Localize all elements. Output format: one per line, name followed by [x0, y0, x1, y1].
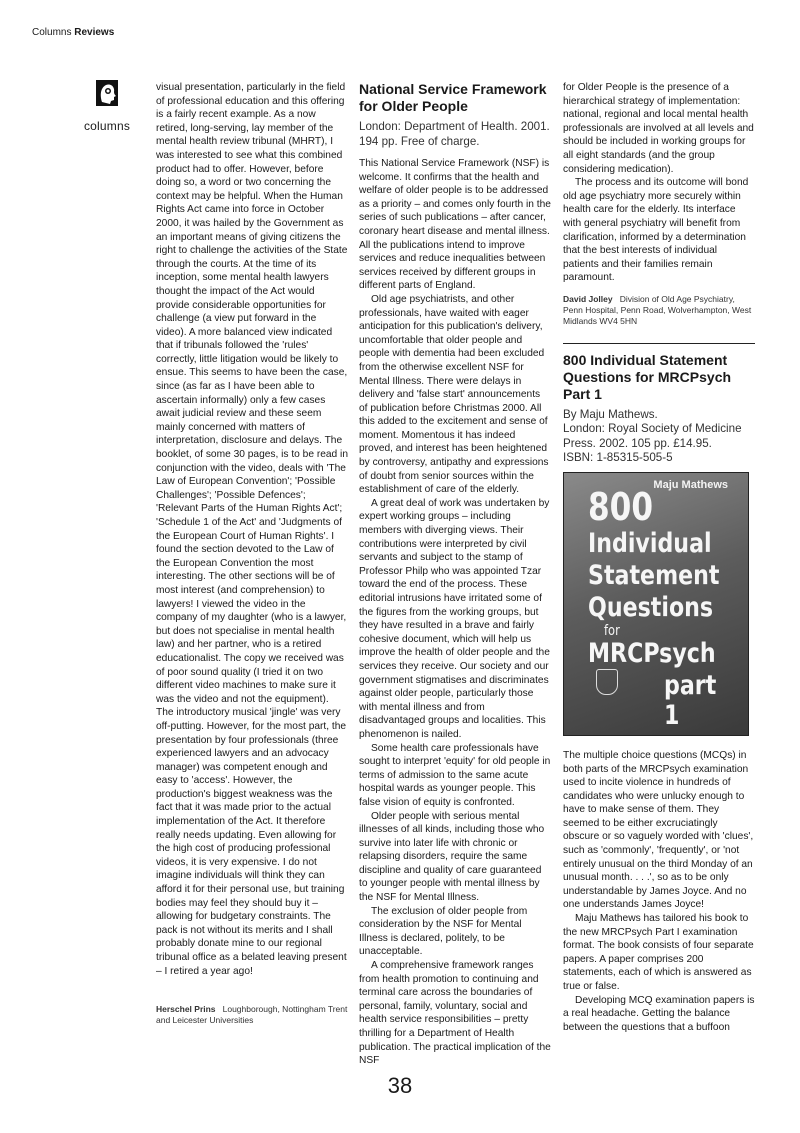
review2-title: National Service Framework for Older People [359, 81, 547, 114]
cover-line: for [604, 622, 620, 639]
running-head-title: Reviews [74, 27, 115, 38]
review2-reviewer-name: David Jolley [563, 293, 613, 304]
review1-paragraph: visual presentation, particularly in the field of professional education and this offering is a fairly recent example. As a now retired, long-serving, lay member of the mental health review tribunal (MHRT), I was interested to see what this combined product had to offer. However, before doing so, a word or two concerning the context may be helpful. When the Human Rights Act came into force in October 2000, it was hailed by the Government as an important means of giving citizens the right to challenge the activities of the State through the courts. At the time of its inception, some mental health lawyers thought the impact of the Act would provide considerable opportunities for challenge (a view put forward in the video). A more balanced view indicated that if tribunals followed the 'rules' correctly, little litigation would be likely to ensue. This seems to have been the case, since (as far as I have been able to ascertain informally) only a few cases await judicial review and these seem mainly concerned with matters of interpretation, disclosure and delays. The booklet, of some 30 pages, is to be read in conjunction with the video, deals with 'The Law of European Convention'; 'Possible Challenges'; 'Possible Defences'; 'Relevant Parts of the Human Rights Act'; 'Schedule 1 of the Act' and 'Judgments of the European Court of Human Rights'. I found the section devoted to the Law of the European Convention the most interesting. The other sections will be of most interest (and comprehension) to lawyers! I viewed the video in the company of my daughter (who is a lawyer, but does not specialise in mental health law) and her partner, who is a retired educationalist. The copy we received was of poor sound quality (I tried it on two different video machines to make sure it was the video and not the equipment). The introductory musical 'jingle' was very off-putting. However, for the most part, the presentation by four professionals (three experienced lawyers and an advocacy manager) was competent enough and easy to 'access'. However, the production's biggest weakness was the fact that it was made prior to the actual implementation of the Act. It therefore really needs updating. Even allowing for the high cost of producing professional videos, it is very expensive. I do not imagine individuals will think they can afford it for their personal use, but training bodies may feel they should buy it – allowing for budgetary constraints. The pack is not without its merits and I shall probably donate mine to our regional tribunal office as a belated leaving present – I retired a year ago! [156, 82, 348, 977]
review2-signature [563, 294, 755, 327]
page-number: 38 [387, 1073, 413, 1098]
review2-paragraph: for Older People is the presence of a hierarchical strategy of implementation: national, regional and local mental health professionals are involved at all levels and should be included in working groups for all eight standards (and the group considering medication). [563, 82, 754, 175]
logo-word: columns [83, 119, 131, 133]
publisher-crest-icon [596, 669, 618, 695]
column-3 [563, 81, 755, 1034]
section-divider [563, 343, 755, 344]
review3-pubinfo [563, 408, 755, 466]
review1-reviewer-affil: Loughborough, Nottingham Trent and Leicester Universities [156, 1004, 348, 1026]
review2-paragraph: The process and its outcome will bond old age psychiatry more securely within health care for the elderly. Its interface with general psychiatry will benefit from clarification, informed by a determination that the best interests of individual patients and their families remain paramount. [563, 177, 749, 284]
review3-paragraph: Developing MCQ examination papers is a real headache. Getting the balance between the questions that a buffoon [563, 994, 755, 1033]
running-head [32, 27, 114, 38]
columns-logo [62, 78, 152, 133]
review2-paragraph: Some health care professionals have sought to interpret 'equity' for old people in terms of admission to the same acute hospital wards as younger people. This false vision of equity is confronted. [359, 742, 551, 808]
cover-line: Questions [588, 591, 714, 623]
review2-paragraph: This National Service Framework (NSF) is welcome. It confirms that the health and welfare of older people is to be addressed as a priority – and comes only fourth in the series of such publications – after cancer, coronary heart disease and mental illness. All the publications intend to improve services and reduce inequalities between services received by different groups in different parts of England. [359, 158, 551, 292]
review2-paragraph: Old age psychiatrists, and other professionals, have waited with eager anticipation for this publication's delivery, uncomfortable that older people and people with dementia had been excluded from the otherwise excellent NSF for Mental Illness. There were delays in delivery and 'false start' announcements of publication before Christmas 2000. All this added to the excitement and sense of moment. Momentous it has indeed proved, and interest has been heightened by controversy, antipathy and expressions of doubt from senior sources within the establishment of care of the elderly. [359, 293, 549, 496]
cover-line: Individual [588, 527, 712, 559]
running-head-section: Columns [32, 27, 72, 38]
cover-line: Statement [588, 559, 720, 591]
cover-line: 800 [588, 484, 654, 529]
review3-title: 800 Individual Statement Questions for MRCPsych Part 1 [563, 351, 732, 402]
head-silhouette-icon [94, 78, 120, 108]
review3-pubinfo-line: London: Royal Society of Medicine Press. 2002. 105 pp. £14.95. [563, 422, 742, 450]
review2-paragraph: A great deal of work was undertaken by expert working groups – including members with diverging views. Their contributions were interpreted by civil servants and subject to the stamp of Professor Philp who was appointed Tzar toward the end of the process. These editorial intrusions have irritated some of the figures from the working groups, but they have resulted in a brave and fairly cohesive document, which will help us improve the health of older people and the services they receive. Our society and our government stigmatises and discriminates against older people, particularly those with mental illness and from disadvantaged groups and localities. This phenomenon is nailed. [359, 497, 550, 740]
column-1 [156, 81, 348, 1026]
column-2 [359, 81, 551, 1068]
review3-paragraph: The multiple choice questions (MCQs) in both parts of the MRCPsych examination used to incite violence in hundreds of candidates who were unlucky enough to have to make sense of them. They seemed to be either excruciatingly obscure or so vaguely worded with 'clues', such as 'commonly', 'frequently', or 'not entirely unusual on the third Monday of an unusual month. . . .', so as to be only understandable by James Joyce. And no one understands James Joyce! [563, 749, 754, 911]
review1-reviewer-name: Herschel Prins [156, 1004, 216, 1015]
review3-paragraph: Maju Mathews has tailored his book to the new MRCPsych Part I examination format. The book consists of four separate papers. A paper comprises 200 statements, each of which is answered as true or false. [563, 913, 754, 992]
review3-pubinfo-line: ISBN: 1-85315-505-5 [563, 451, 673, 465]
review2-reviewer-affil: Division of Old Age Psychiatry, Penn Hospital, Penn Road, Wolverhampton, West Midlands WV4 5HN [563, 293, 752, 326]
review2-paragraph: Older people with serious mental illnesses of all kinds, including those who survive into later life with chronic or relapsing disorders, require the same discipline and quality of care guaranteed to younger people with mental illness by the NSF for Mental Illness. [359, 810, 545, 904]
book-cover-image [563, 472, 749, 736]
review2-paragraph: A comprehensive framework ranges from health promotion to continuing and terminal care across the boundaries of personal, family, voluntary, social and health service responsibilities – pretty thrilling for a Department of Health publication. The practical implication of the NSF [359, 960, 551, 1067]
cover-line: MRCPsych [588, 637, 716, 669]
cover-line: part 1 [664, 669, 717, 731]
cover-author: Maju Mathews [653, 478, 728, 491]
review1-signature [156, 1004, 348, 1026]
review3-pubinfo-line: By Maju Mathews. [563, 407, 658, 421]
review2-pubinfo: London: Department of Health. 2001. 194 pp. Free of charge. [359, 120, 550, 148]
review2-paragraph: The exclusion of older people from consideration by the NSF for Mental Illness is declared, politely, to be unacceptable. [359, 905, 528, 958]
